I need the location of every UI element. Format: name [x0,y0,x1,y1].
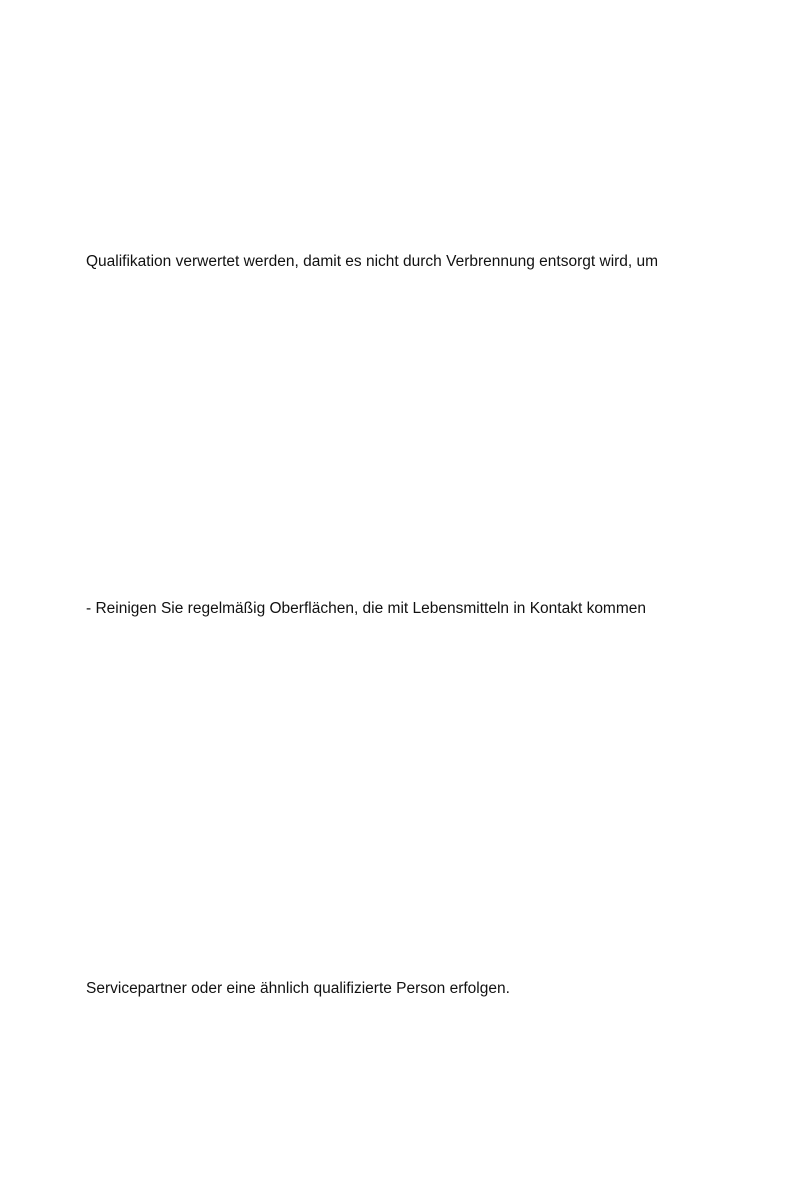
text-line-cleaning: - Reinigen Sie regelmäßig Oberflächen, die mit Lebensmitteln in Kontakt kommen [86,600,646,617]
text-line-service: Servicepartner oder eine ähnlich qualifizierte Person erfolgen. [86,980,510,997]
text-line-recycling: Qualifikation verwertet werden, damit es nicht durch Verbrennung entsorgt wird, um [86,253,659,270]
